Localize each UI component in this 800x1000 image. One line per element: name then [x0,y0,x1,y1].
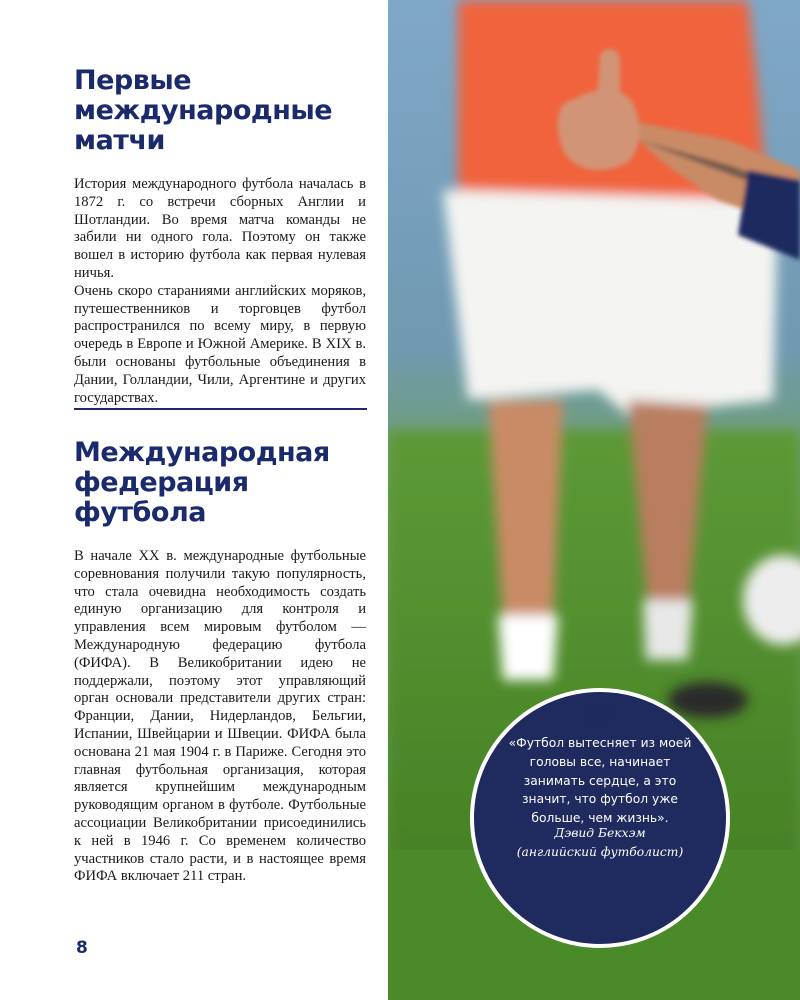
section-body-fifa [74,548,366,886]
page-number: 8 [76,938,88,958]
player-shorts [443,190,778,415]
paragraph: В начале XX в. международные футбольные соревнования получили такую популярность, что стала очевидна необходимость создать единую организацию для контроля и управления всем мировым футболом — Международную федерацию футбола (ФИФА). В Великобритании идею не поддержали, поэтому этот управляющий орган основали представители других стран: Франции, Дании, Нидерландов, Бельгии, Испании, Швейцарии и Швеции. ФИФА была основана 21 мая 1904 г. в Париже. Сегодня это главная футбольная организация, которая является крупнейшим международным руководящим органом в футболе. Футбольные ассоциации Великобритании присоединились к ней в 1946 г. Со временем количество участников стало расти, и в настоящее время ФИФА включает 211 стран. [74,548,366,885]
section-divider [74,408,367,410]
section-title-first-matches [74,66,332,156]
player-sock [643,600,693,660]
quote-author [494,824,706,862]
paragraph: Очень скоро стараниями английских моряков, путешественников и торговцев футбол распространился по всему миру, в первую очередь в Европе и Южной Америке. В XIX в. были основаны футбольные объединения в Дании, Голландии, Чили, Аргентине и других государствах. [74,282,366,406]
section-body-first-matches [74,176,366,407]
title-line: международные [74,95,333,126]
quote-text: «Футбол вытесняет из моей головы все, начинает занимать сердце, а это значит, что футбол уже больше, чем жизнь». [508,736,692,826]
title-line: Международная [74,437,330,468]
title-line: матчи [74,125,165,156]
title-line: футбола [74,497,206,528]
quote-author-note: (английский футболист) [516,845,684,859]
title-line: Первые [74,65,192,96]
section-title-fifa [74,438,330,528]
quote-circle [470,658,730,948]
quote-author-name: Дэвид Бекхэм [554,826,646,840]
quote-mark-icon: „ [581,658,619,733]
text-column [0,0,388,1000]
paragraph: История международного футбола началась в 1872 г. со встречи сборных Англии и Шотландии. Во время матча команды не забили ни одного гола. Поэтому он также вошел в историю футбола как первая нулевая ничья. [74,176,366,281]
title-line: федерация [74,467,249,498]
